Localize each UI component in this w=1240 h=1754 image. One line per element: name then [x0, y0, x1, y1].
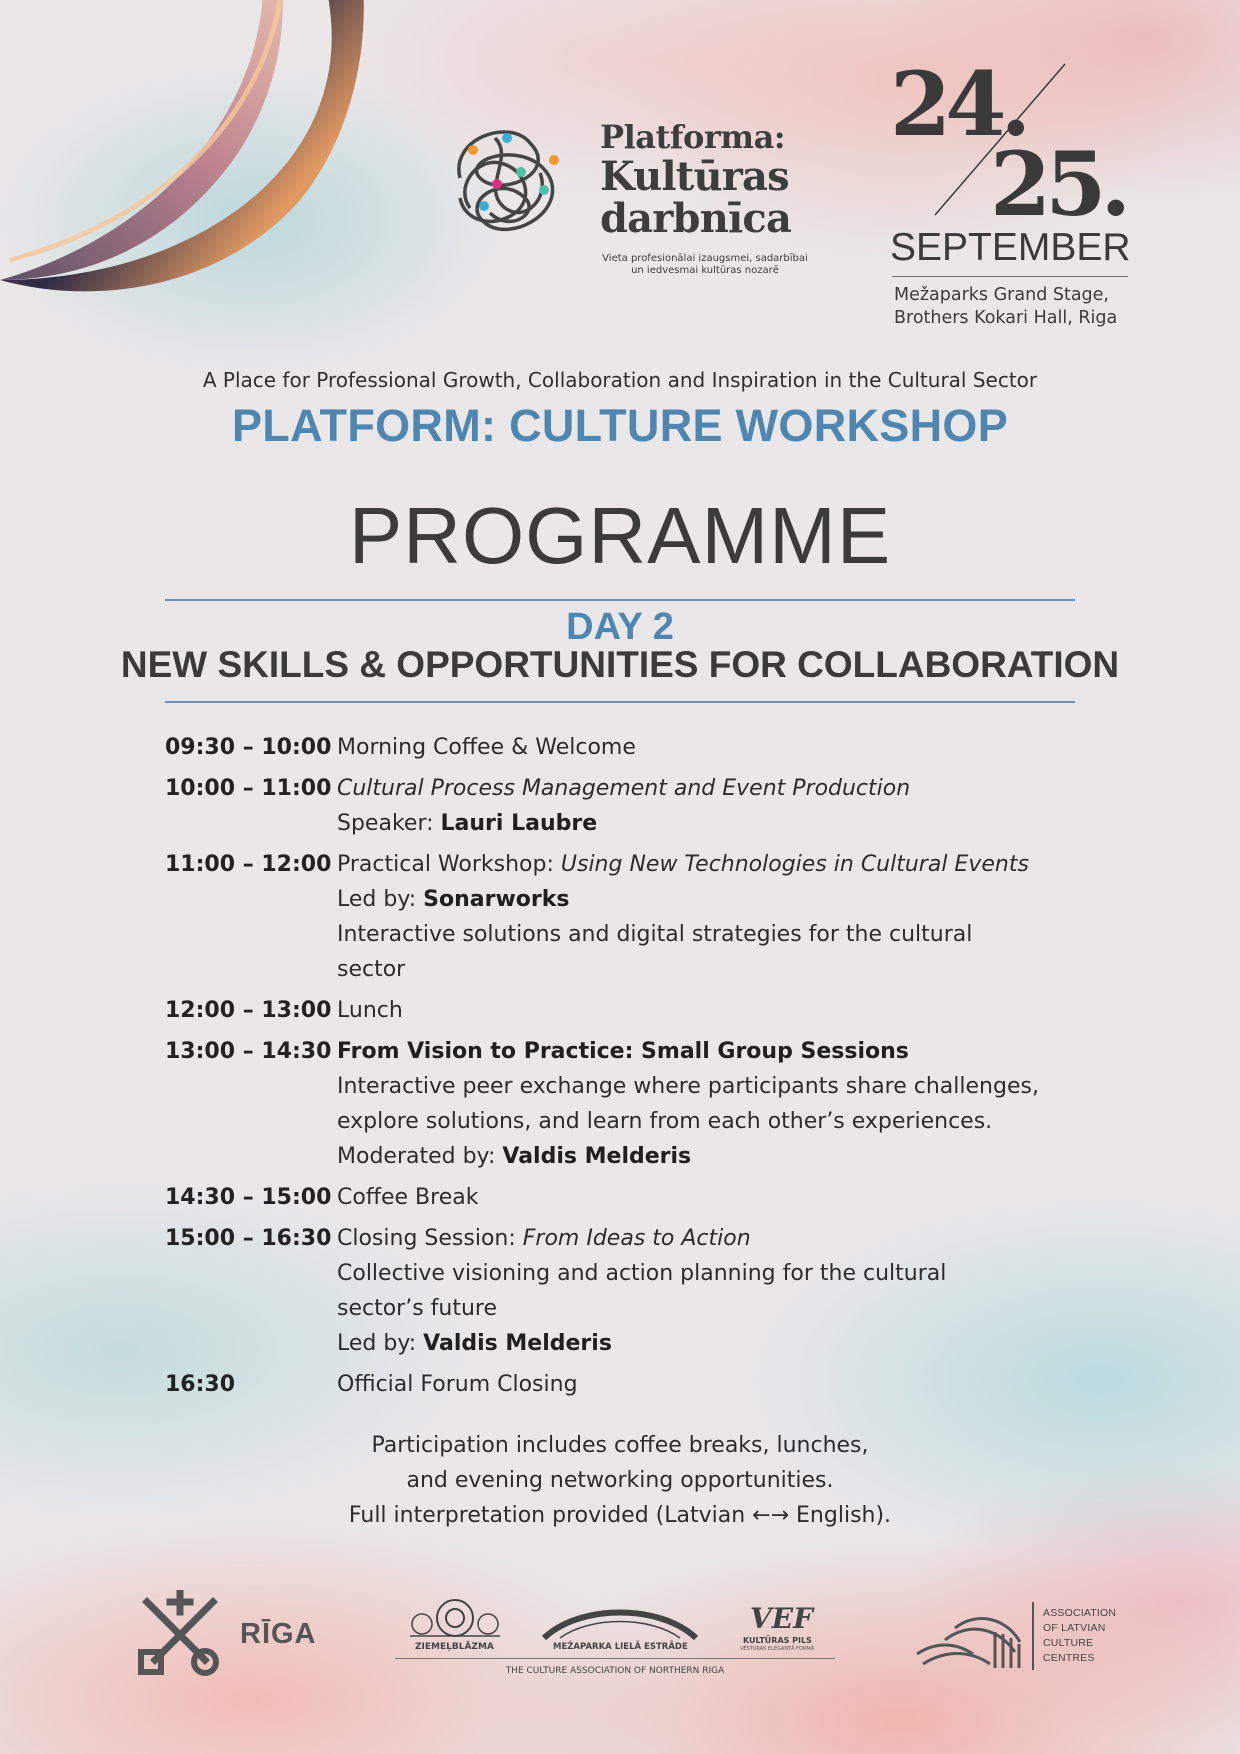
- schedule-time: 16:30: [165, 1372, 236, 1397]
- alc-line2: OF LATVIAN: [1043, 1622, 1106, 1634]
- lead-label: Moderated by:: [337, 1144, 503, 1169]
- schedule-row: [165, 1180, 1105, 1215]
- date-first: 24.: [890, 52, 1026, 156]
- note-line2: and evening networking opportunities.: [406, 1468, 834, 1493]
- logo-tagline-line1: Vieta profesionālai izaugsmei, sadarbībai: [602, 253, 808, 264]
- logo-tagline-line2: un iedvesmai kultūras nozarē: [631, 265, 779, 276]
- schedule-details: [337, 1367, 1105, 1402]
- northern-riga-divider: [395, 1658, 835, 1659]
- lead-label: Led by:: [337, 1331, 424, 1356]
- note-line1: Participation includes coffee breaks, lunches,: [371, 1433, 869, 1458]
- alc-divider: [1032, 1602, 1034, 1670]
- lead-name: Valdis Melderis: [502, 1144, 692, 1169]
- speaker-name: Lauri Laubre: [440, 811, 598, 836]
- platforma-logo: [440, 118, 810, 278]
- schedule-row: [165, 847, 1105, 987]
- knot-logo-icon: [440, 118, 570, 248]
- schedule-time: 13:00 – 14:30: [165, 1039, 332, 1064]
- mezaparka-label: MEŽAPARKA LIELĀ ESTRĀDE: [553, 1642, 688, 1652]
- tagline: A Place for Professional Growth, Collaboration and Inspiration in the Cultural Sector: [202, 368, 1038, 392]
- session-title: Coffee Break: [337, 1185, 479, 1210]
- session-title-prefix: Practical Workshop:: [337, 852, 561, 877]
- session-description: Collective visioning and action planning for the cultural sector’s future: [337, 1261, 947, 1321]
- date-month: SEPTEMBER: [890, 226, 1131, 269]
- schedule-details: [337, 847, 1105, 987]
- kulturas-pils-subtitle: VĒSTURAS ELEGANTĀ FORMĀ: [740, 1646, 815, 1652]
- northern-riga-logos: [395, 1590, 835, 1680]
- schedule-row: [165, 1034, 1105, 1174]
- divider-top: [165, 599, 1075, 601]
- schedule-row: [165, 771, 1105, 841]
- schedule-details: [337, 1180, 1105, 1215]
- schedule-row: [165, 1221, 1105, 1361]
- schedule-row: [165, 730, 1105, 765]
- alc-line1: ASSOCIATION: [1043, 1607, 1117, 1619]
- session-title: Morning Coffee & Welcome: [337, 735, 636, 760]
- session-title: Official Forum Closing: [337, 1372, 578, 1397]
- schedule-time: 10:00 – 11:00: [165, 776, 332, 801]
- schedule-row: [165, 993, 1105, 1028]
- ziemelblazma-label: ZIEMEĻBLĀZMA: [415, 1642, 494, 1652]
- schedule-list: [165, 730, 1105, 1408]
- session-title: From Vision to Practice: Small Group Sessions: [337, 1039, 909, 1064]
- venue-line1: Mežaparks Grand Stage,: [894, 285, 1109, 305]
- session-title: Cultural Process Management and Event Production: [337, 776, 911, 801]
- decorative-swirl-image: [0, 0, 380, 320]
- date-divider: [892, 276, 1128, 277]
- alc-waves-icon: [915, 1602, 1025, 1672]
- schedule-time: 09:30 – 10:00: [165, 735, 332, 760]
- logo-title-line3: darbnīca: [600, 195, 792, 242]
- schedule-details: [337, 771, 1105, 841]
- programme-heading: PROGRAMME: [348, 491, 892, 580]
- alc-line3: CULTURE: [1043, 1637, 1094, 1649]
- day-label: DAY 2: [566, 606, 674, 648]
- event-date-block: [890, 52, 1131, 330]
- session-description: Interactive peer exchange where participants share challenges, explore solutions, and learn from each other’s experiences.: [337, 1074, 1039, 1134]
- riga-keys-icon: [135, 1590, 225, 1680]
- vef-logo: VEF: [750, 1602, 813, 1635]
- session-title-prefix: Closing Session:: [337, 1226, 523, 1251]
- alc-line4: CENTRES: [1043, 1652, 1095, 1664]
- date-second: 25.: [990, 132, 1126, 236]
- schedule-details: [337, 993, 1105, 1028]
- day-title: NEW SKILLS & OPPORTUNITIES FOR COLLABORATION: [120, 644, 1120, 685]
- lead-name: Valdis Melderis: [423, 1331, 612, 1356]
- schedule-time: 14:30 – 15:00: [165, 1185, 332, 1210]
- lead-label: Led by:: [337, 887, 424, 912]
- kulturas-pils-label: KULTŪRAS PILS: [743, 1636, 812, 1645]
- schedule-time: 15:00 – 16:30: [165, 1226, 332, 1251]
- schedule-details: [337, 1034, 1105, 1174]
- lead-name: Sonarworks: [423, 887, 570, 912]
- platform-title: PLATFORM: CULTURE WORKSHOP: [231, 400, 1009, 451]
- logo-title-line1: Platforma:: [600, 118, 786, 156]
- logo-tagline: [600, 253, 810, 277]
- participation-note: [0, 1428, 1240, 1533]
- session-title: Lunch: [337, 998, 403, 1023]
- riga-label: RĪGA: [240, 1618, 317, 1650]
- venue-line2: Brothers Kokari Hall, Riga: [894, 308, 1118, 328]
- session-title: From Ideas to Action: [522, 1226, 751, 1251]
- session-title: Using New Technologies in Cultural Events: [560, 852, 1029, 877]
- ziemelblazma-logo-icon: [410, 1592, 500, 1642]
- schedule-row: [165, 1367, 1105, 1402]
- sponsor-logos: [0, 1590, 1240, 1730]
- venue: [894, 284, 1130, 330]
- schedule-details: [337, 1221, 1105, 1361]
- schedule-time: 12:00 – 13:00: [165, 998, 332, 1023]
- alc-label: [1043, 1606, 1116, 1666]
- speaker-label: Speaker:: [337, 811, 441, 836]
- logo-title-line2: Kultūras: [600, 153, 789, 200]
- note-line3: Full interpretation provided (Latvian ←→ English).: [348, 1503, 892, 1528]
- schedule-details: [337, 730, 1105, 765]
- session-description: Interactive solutions and digital strategies for the cultural sector: [337, 922, 973, 982]
- mezaparka-stage-icon: [540, 1604, 700, 1640]
- northern-riga-association: THE CULTURE ASSOCIATION OF NORTHERN RIGA: [505, 1666, 725, 1676]
- divider-bottom: [165, 701, 1075, 703]
- schedule-time: 11:00 – 12:00: [165, 852, 332, 877]
